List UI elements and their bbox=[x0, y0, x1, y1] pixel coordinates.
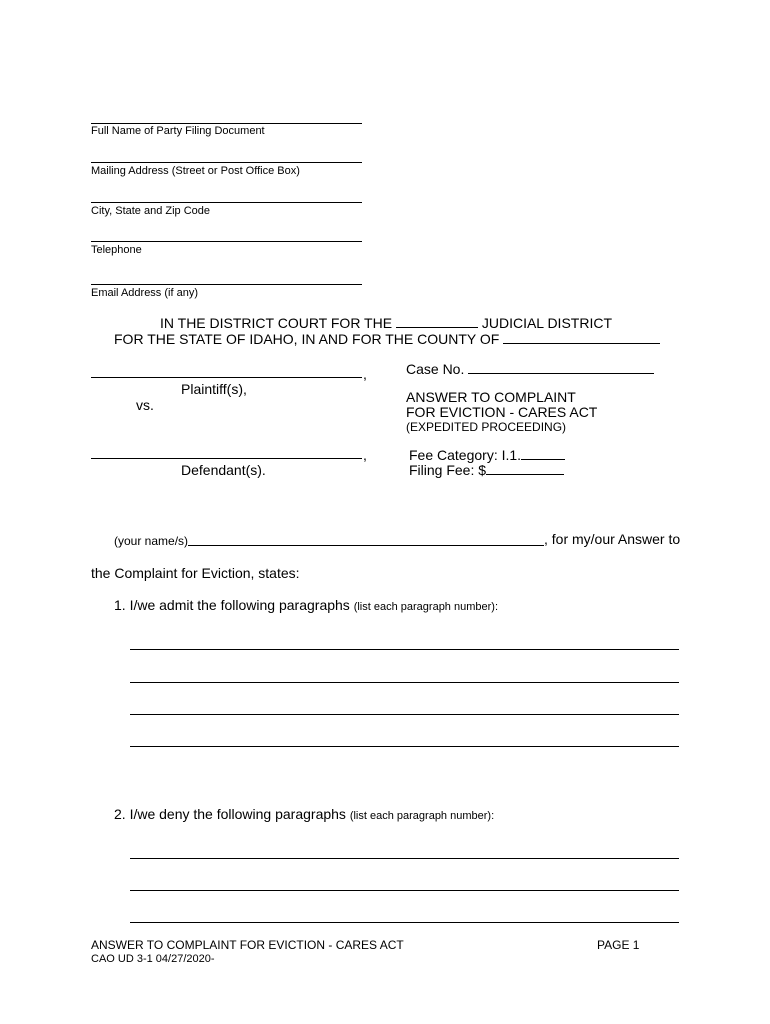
fee-category-row bbox=[409, 447, 565, 463]
case-no-row bbox=[406, 361, 654, 377]
item-1-note: (list each paragraph number): bbox=[353, 601, 498, 613]
plaintiff-comma: , bbox=[363, 366, 367, 382]
filing-fee-row bbox=[409, 462, 564, 478]
deny-line-3[interactable] bbox=[130, 922, 679, 923]
court-line1-prefix: IN THE DISTRICT COURT FOR THE bbox=[160, 315, 393, 331]
vs-label: vs. bbox=[136, 397, 154, 413]
fee-category-label: Fee Category: bbox=[409, 447, 498, 463]
fee-category-value: I.1. bbox=[501, 447, 522, 463]
judicial-district-field[interactable] bbox=[396, 315, 478, 328]
telephone-line[interactable] bbox=[91, 241, 362, 242]
dollar-sign: $ bbox=[478, 462, 487, 478]
footer-page-number: PAGE 1 bbox=[597, 938, 640, 952]
email-line[interactable] bbox=[91, 284, 362, 285]
court-line1-suffix: JUDICIAL DISTRICT bbox=[481, 315, 612, 331]
admit-line-4[interactable] bbox=[130, 746, 679, 747]
fee-category-field[interactable] bbox=[521, 447, 565, 460]
item-2-text: 2. I/we deny the following paragraphs bbox=[114, 806, 346, 822]
filing-fee-label: Filing Fee: bbox=[409, 462, 475, 478]
filing-fee-field[interactable] bbox=[486, 462, 564, 475]
mailing-address-line[interactable] bbox=[91, 162, 362, 163]
admit-line-3[interactable] bbox=[130, 714, 679, 715]
county-field[interactable] bbox=[503, 331, 660, 344]
defendant-comma: , bbox=[363, 447, 367, 463]
your-names-line[interactable] bbox=[188, 545, 544, 546]
case-no-label: Case No. bbox=[406, 361, 465, 377]
item-2 bbox=[114, 806, 494, 822]
court-heading-line1 bbox=[160, 315, 612, 331]
for-answer-text: , for my/our Answer to bbox=[544, 531, 681, 547]
city-state-zip-line[interactable] bbox=[91, 202, 362, 203]
your-names-label: (your name/s) bbox=[114, 534, 189, 548]
footer-title: ANSWER TO COMPLAINT FOR EVICTION - CARES ACT bbox=[91, 938, 404, 952]
admit-line-1[interactable] bbox=[130, 649, 679, 650]
plaintiff-label: Plaintiff(s), bbox=[181, 381, 247, 397]
mailing-address-label: Mailing Address (Street or Post Office Box) bbox=[91, 165, 300, 177]
email-label: Email Address (if any) bbox=[91, 287, 198, 299]
full-name-line[interactable] bbox=[91, 123, 362, 124]
plaintiff-name-line[interactable] bbox=[91, 377, 362, 378]
item-2-note: (list each paragraph number): bbox=[349, 810, 495, 822]
defendant-name-line[interactable] bbox=[91, 458, 362, 459]
case-no-field[interactable] bbox=[468, 361, 654, 374]
complaint-text: the Complaint for Eviction, states: bbox=[91, 565, 300, 581]
document-title-line3: (EXPEDITED PROCEEDING) bbox=[406, 420, 567, 434]
court-heading-line2 bbox=[114, 331, 660, 347]
footer-form-id: CAO UD 3-1 04/27/2020- bbox=[91, 953, 215, 965]
item-1-text: 1. I/we admit the following paragraphs bbox=[114, 597, 350, 613]
deny-line-1[interactable] bbox=[130, 858, 679, 859]
document-title-line2: FOR EVICTION - CARES ACT bbox=[406, 404, 598, 420]
telephone-label: Telephone bbox=[91, 244, 142, 256]
city-state-zip-label: City, State and Zip Code bbox=[91, 205, 211, 217]
court-line2-prefix: FOR THE STATE OF IDAHO, IN AND FOR THE COUNTY OF bbox=[114, 331, 500, 347]
admit-line-2[interactable] bbox=[130, 682, 679, 683]
item-1 bbox=[114, 597, 498, 613]
full-name-label: Full Name of Party Filing Document bbox=[91, 125, 265, 137]
defendant-label: Defendant(s). bbox=[181, 462, 266, 478]
document-title-line1: ANSWER TO COMPLAINT bbox=[406, 389, 576, 405]
deny-line-2[interactable] bbox=[130, 890, 679, 891]
